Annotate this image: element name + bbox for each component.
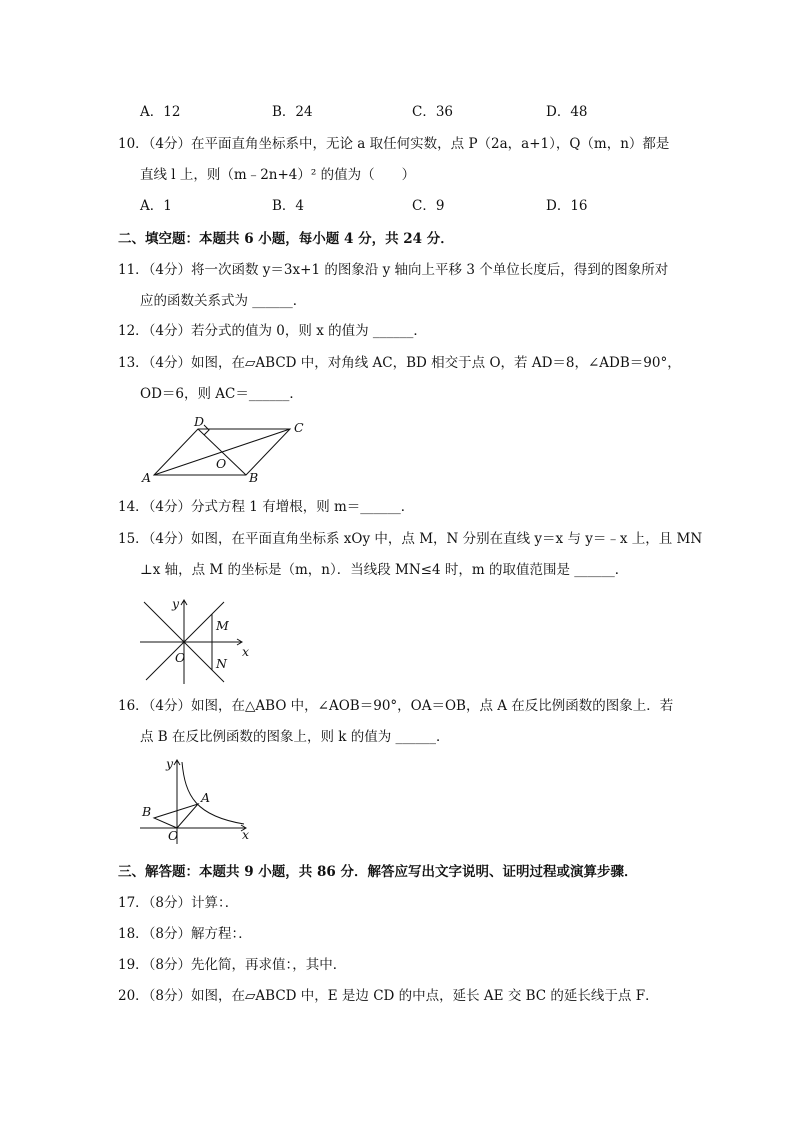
q16-inverse-function-figure: [136, 756, 256, 846]
q14-text: 14．（4分）分式方程 1 有增根，则 m＝______．: [118, 499, 415, 515]
right-angle-mark: [204, 425, 209, 435]
q9-option-b: B．24: [272, 104, 313, 120]
label-d: D: [194, 414, 205, 429]
label-o: O: [175, 650, 186, 665]
section3-heading: 三、解答题：本题共 9 小题，共 86 分．解答应写出文字说明、证明过程或演算步骤．: [118, 864, 638, 880]
label-x: x: [242, 827, 250, 842]
q18-text: 18．（8分）解方程：．: [118, 926, 252, 942]
q11-line2: 应的函数关系式为 ______．: [140, 293, 307, 309]
hyperbola-curve: [182, 762, 244, 824]
label-m: M: [216, 618, 229, 633]
label-b: B: [249, 470, 259, 485]
q10-line1: 10．（4分）在平面直角坐标系中，无论 a 取任何实数，点 P（2a，a+1），Q（m，n）都是: [118, 136, 670, 152]
label-b: B: [142, 804, 152, 819]
q11-line1: 11．（4分）将一次函数 y＝3x+1 的图象沿 y 轴向上平移 3 个单位长度后，得到的图象所对: [118, 262, 669, 278]
q10-line2: 直线 l 上，则（m﹣2n+4）² 的值为（ ）: [140, 167, 416, 183]
label-n: N: [216, 656, 227, 671]
label-c: C: [294, 420, 304, 435]
q13-parallelogram-figure: [138, 412, 318, 487]
q19-text: 19．（8分）先化简，再求值：，其中．: [118, 957, 347, 973]
label-o: O: [168, 828, 179, 843]
section2-heading: 二、填空题：本题共 6 小题，每小题 4 分，共 24 分．: [118, 231, 454, 247]
label-a: A: [142, 470, 152, 485]
label-y: y: [172, 596, 180, 611]
q9-option-c: C．36: [412, 104, 454, 120]
label-o: O: [216, 456, 227, 471]
q13-line1: 13．（4分）如图，在▱ABCD 中，对角线 AC，BD 相交于点 O，若 AD＝8，∠ADB＝90°，: [118, 355, 681, 371]
q10-option-b: B．4: [272, 198, 305, 214]
triangle-abo: [154, 804, 198, 828]
q9-option-a: A．12: [140, 104, 181, 120]
label-y: y: [166, 756, 174, 771]
q20-text: 20．（8分）如图，在▱ABCD 中，E 是边 CD 的中点，延长 AE 交 BC 的延长线于点 F．: [118, 988, 659, 1004]
label-x: x: [242, 644, 250, 659]
q13-line2: OD＝6，则 AC＝______．: [140, 386, 303, 402]
q10-option-d: D．16: [546, 198, 588, 214]
label-a: A: [201, 790, 211, 805]
q15-coordinate-figure: [138, 594, 258, 686]
q10-option-c: C．9: [412, 198, 445, 214]
q16-line2: 点 B 在反比例函数的图象上，则 k 的值为 ______．: [140, 729, 450, 745]
q17-text: 17．（8分）计算：．: [118, 895, 239, 911]
q15-line1: 15．（4分）如图，在平面直角坐标系 xOy 中，点 M，N 分别在直线 y＝x 与 y＝﹣x 上，且 MN: [118, 531, 703, 547]
q10-option-a: A．1: [140, 198, 172, 214]
q12-text: 12．（4分）若分式的值为 0，则 x 的值为 ______．: [118, 323, 427, 339]
q15-line2: ⊥x 轴，点 M 的坐标是（m，n）．当线段 MN≤4 时，m 的取值范围是 ______．: [140, 562, 629, 578]
q16-line1: 16．（4分）如图，在△ABO 中，∠AOB＝90°，OA＝OB，点 A 在反比例函数的图象上．若: [118, 698, 674, 714]
q9-option-d: D．48: [546, 104, 588, 120]
